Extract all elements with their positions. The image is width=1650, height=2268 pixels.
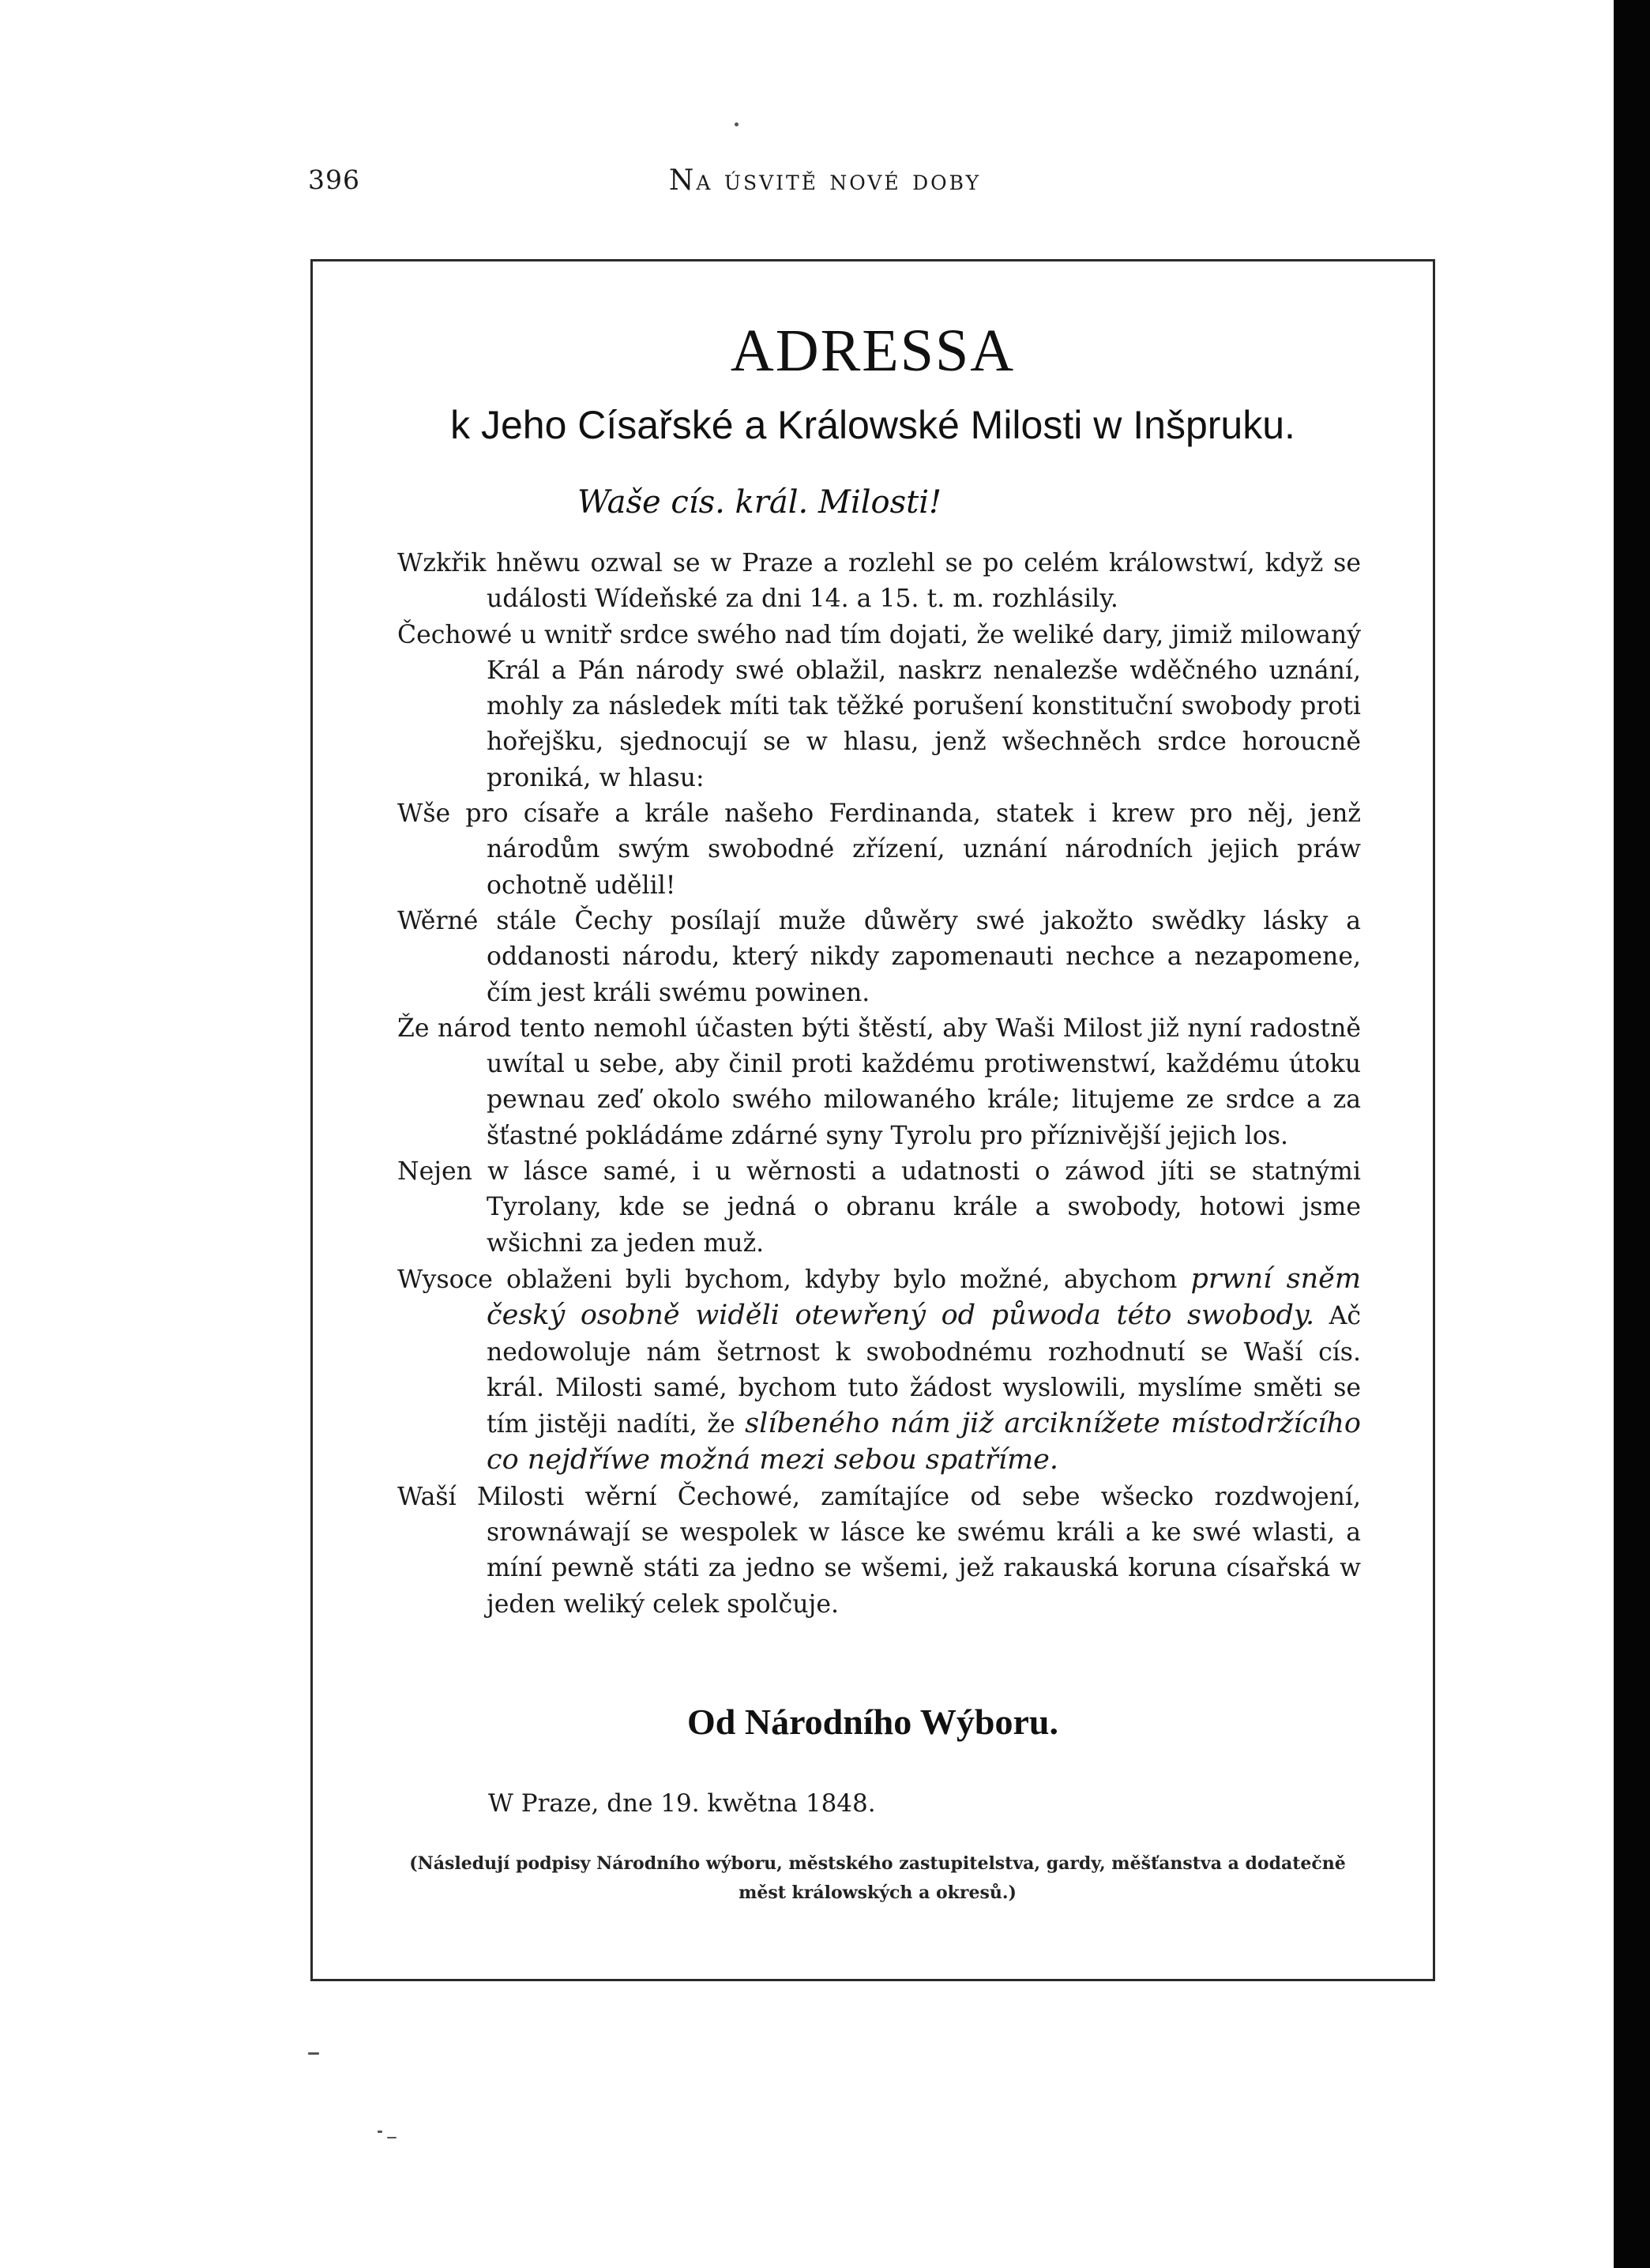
paragraph-7-pre: Wysoce oblaženi byli bychom, kdyby bylo možné, abychom (397, 1265, 1191, 1294)
paragraph-2: Čechowé u wnitř srdce swého nad tím dojati, že weliké dary, jimiž milowaný Král a Pán národy swé oblažil, naskrz nenalezše wděčného uznání, mohly za následek míti tak těžké porušení konstituční swobody proti hořejšku, sjednocují se w hlasu, jenž wšechněch srdce horoucně proniká, w hlasu: (397, 620, 1361, 792)
scan-speck (387, 2137, 397, 2138)
paragraph-3: Wše pro císaře a krále našeho Ferdinanda, statek i krew pro něj, jenž národům swým swobodné zřízení, uznání národních jejich práw ochotně udělil! (397, 799, 1361, 900)
signature-line: Od Národního Wýboru. (687, 1702, 1058, 1742)
scan-speck (735, 122, 739, 126)
date-line: W Praze, dne 19. kwětna 1848. (488, 1789, 876, 1818)
scan-edge-bar (1614, 0, 1650, 2268)
page-number: 396 (308, 164, 360, 195)
paragraph-7 (397, 1262, 1361, 1480)
paragraph-8: Waší Milosti wěrní Čechowé, zamítajíce od sebe wšecko rozdwojení, srownáwají se wespolek w lásce ke swému králi a ke swé wlasti, a míní pewně státi za jedno se wšemi, jež rakauská koruna císařská w jeden weliký celek spolčuje. (397, 1482, 1361, 1619)
salutation: Waše cís. král. Milosti! (577, 484, 942, 521)
footnote: (Následují podpisy Národního wýboru, městského zastupitelstva, gardy, měšťanstva a dodatečně měst králowských a okresů.) (409, 1853, 1346, 1903)
scan-speck (378, 2131, 382, 2133)
document-title: ADRESSA (730, 318, 1016, 384)
paragraph-7-emphasis-1: prwní sněm český osobně widěli otewřený od půwoda této swobody. (487, 1262, 1362, 1332)
paragraph-7-emphasis-3: co nejdříwe možná mezi sebou spatříme. (487, 1444, 1058, 1476)
paragraph-4: Wěrné stále Čechy posílají muže důwěry swé jakožto swědky lásky a oddanosti národu, který nikdy zapomenauti nechce a nezapomene, čím jest králi swému powinen. (397, 906, 1361, 1007)
paragraph-7-mid-2: te místodržícího (1132, 1408, 1362, 1440)
scan-speck (308, 2052, 319, 2055)
document-subtitle: k Jeho Císařské a Králowské Milosti w Inšpruku. (450, 403, 1295, 447)
running-head: Na úsvitě nové doby (668, 164, 982, 197)
address-body (397, 546, 1361, 1623)
paragraph-5: Že národ tento nemohl účasten býti štěstí, aby Waši Milost již nyní radostně uwítal u sebe, aby činil proti každému protiwenstwí, každému útoku pewnau zeď okolo swého milowaného krále; litujeme ze srdce a za šťastné pokládáme zdárné syny Tyrolu pro příznivější jejich los. (397, 1014, 1361, 1150)
paragraph-7-mid: Ač nedowoluje nám šetrnost k swobodnému rozhodnutí se Waší cís. král. Milosti samé, bychom tuto žádost wyslowili, myslíme směti se tím jistěji nadíti, že (487, 1302, 1362, 1439)
address-frame (310, 259, 1435, 1981)
paragraph-7-emphasis-2: slíbeného nám již arcikníže (745, 1408, 1133, 1440)
paragraph-1: Wzkřik hněwu ozwal se w Praze a rozlehl se po celém králowstwí, když se události Wídeňské za dni 14. a 15. t. m. rozhlásily. (397, 549, 1361, 614)
paragraph-6: Nejen w lásce samé, i u wěrnosti a udatnosti o záwod jíti se statnými Tyrolany, kde se jedná o obranu krále a swobody, hotowi jsme wšichni za jeden muž. (397, 1157, 1361, 1258)
